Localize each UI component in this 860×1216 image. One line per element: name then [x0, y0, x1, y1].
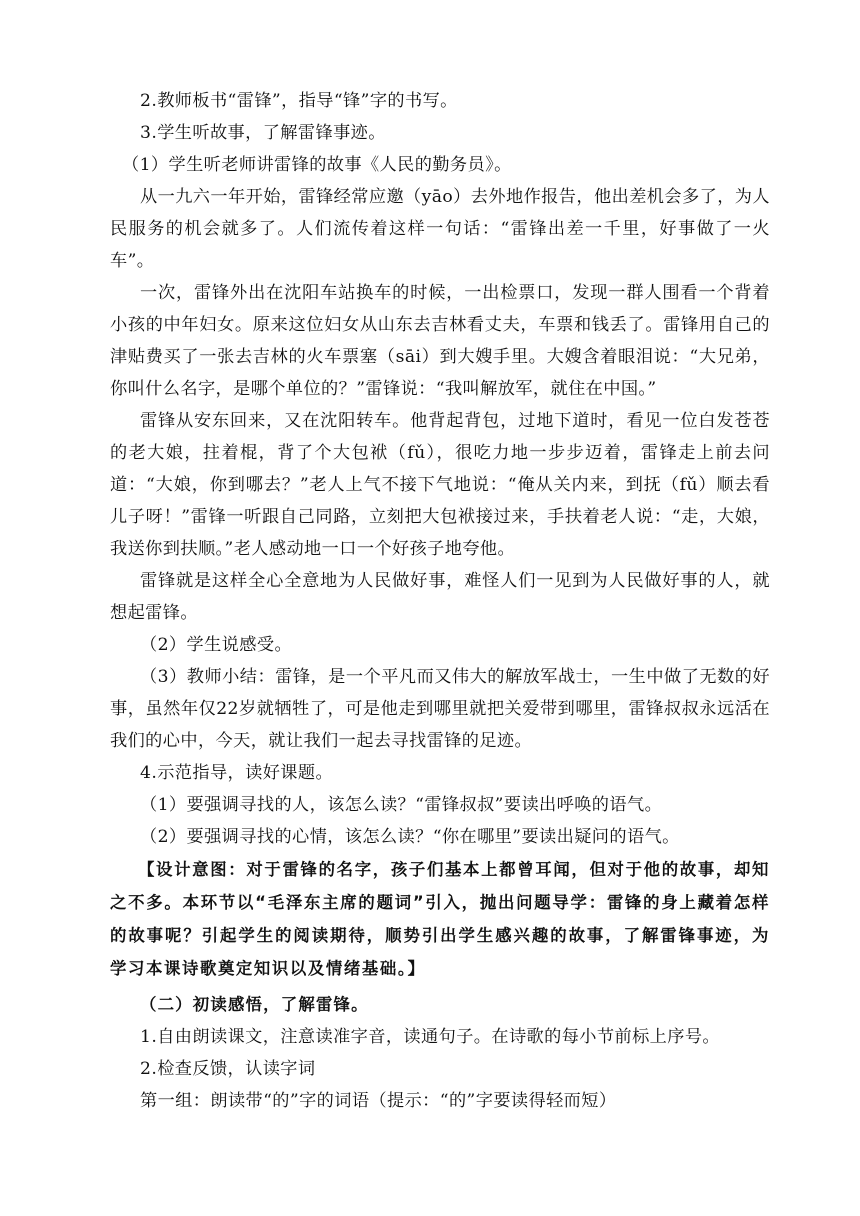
sub-step-emphasize-person: （1）要强调寻找的人，该怎么读？“雷锋叔叔”要读出呼唤的语气。 — [140, 795, 663, 815]
sub-step-emphasize-mood: （2）要强调寻找的心情，该怎么读？“你在哪里”要读出疑问的语气。 — [140, 827, 680, 847]
step-free-reading: 1.自由朗读课文，注意读准字音，读通句子。在诗歌的每小节前标上序号。 — [140, 1027, 721, 1047]
step-check-feedback: 2.检查反馈，认读字词 — [140, 1059, 316, 1079]
step-teacher-writes: 2.教师板书“雷锋”，指导“锋”字的书写。 — [140, 91, 458, 111]
step-listen-story: 3.学生听故事，了解雷锋事迹。 — [140, 123, 386, 143]
document-body — [110, 85, 770, 1117]
step-model-reading: 4.示范指导，读好课题。 — [140, 763, 334, 783]
section-heading-first-reading: （二）初读感悟，了解雷锋。 — [140, 995, 369, 1014]
story-paragraph-3: 雷锋从安东回来，又在沈阳转车。他背起背包，过地下道时，看见一位白发苍苍的老大娘，拄着棍，背了个大包袱（fǔ），很吃力地一步步迈着，雷锋走上前去问道：“大娘，你到哪去？”老人上气不接下气地说：“俺从关内来，到抚（fǔ）顺去看儿子呀！”雷锋一听跟自己同路，立刻把大包袱接过来，手扶着老人说：“走，大娘，我送你到扶顺。”老人感动地一口一个好孩子地夸他。 — [110, 411, 770, 559]
sub-step-students-share: （2）学生说感受。 — [140, 635, 293, 655]
design-intent-note: 【设计意图：对于雷锋的名字，孩子们基本上都曾耳闻，但对于他的故事，却知之不多。本环节以“毛泽东主席的题词”引入，抛出问题导学：雷锋的身上藏着怎样的故事呢？引起学生的阅读期待，顺势引出学生感兴趣的故事，了解雷锋事迹，为学习本课诗歌奠定知识以及情绪基础。】 — [110, 860, 770, 978]
sub-step-listen-teacher: （1）学生听老师讲雷锋的故事《人民的勤务员》。 — [122, 155, 512, 175]
story-paragraph-4: 雷锋就是这样全心全意地为人民做好事，难怪人们一见到为人民做好事的人，就想起雷锋。 — [110, 571, 770, 623]
story-paragraph-1: 从一九六一年开始，雷锋经常应邀（yāo）去外地作报告，他出差机会多了，为人民服务的机会就多了。人们流传着这样一句话：“雷锋出差一千里，好事做了一火车”。 — [110, 187, 770, 271]
word-group-one: 第一组：朗读带“的”字的词语（提示：“的”字要读得轻而短） — [140, 1091, 617, 1111]
sub-step-teacher-summary: （3）教师小结：雷锋，是一个平凡而又伟大的解放军战士，一生中做了无数的好事，虽然年仅22岁就牺牲了，可是他走到哪里就把关爱带到哪里，雷锋叔叔永远活在我们的心中，今天，就让我们一起去寻找雷锋的足迹。 — [110, 667, 770, 751]
story-paragraph-2: 一次，雷锋外出在沈阳车站换车的时候，一出检票口，发现一群人围看一个背着小孩的中年妇女。原来这位妇女从山东去吉林看丈夫，车票和钱丢了。雷锋用自己的津贴费买了一张去吉林的火车票塞（sāi）到大嫂手里。大嫂含着眼泪说：“大兄弟，你叫什么名字，是哪个单位的？”雷锋说：“我叫解放军，就住在中国。” — [110, 283, 770, 399]
